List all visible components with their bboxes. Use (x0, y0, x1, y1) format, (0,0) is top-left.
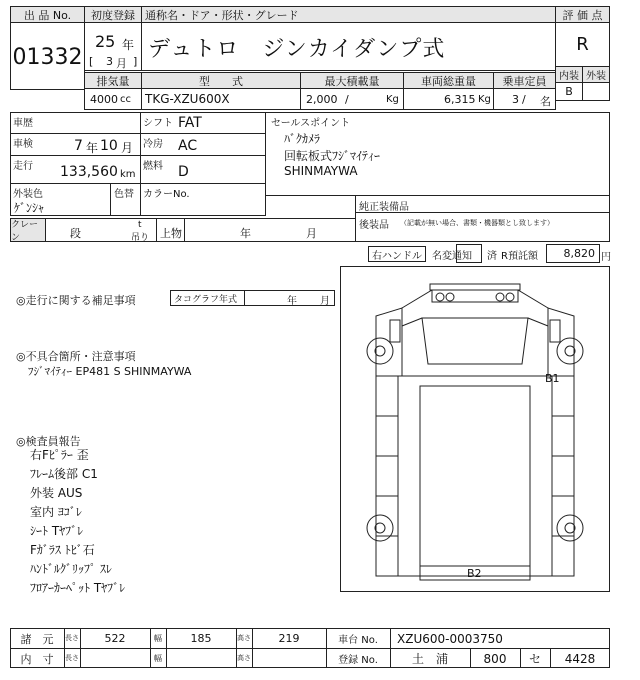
recycle-amount: 8,820 (546, 244, 600, 263)
gross-weight-label: 車両総重量 (403, 72, 494, 89)
registration-area: 土 浦 (411, 652, 448, 666)
defects-line: ﾌｼﾞﾏｲﾃｨｰ EP481 S SHINMAYWA (28, 365, 192, 378)
name-change-label: 名変通知 (432, 251, 472, 262)
inspection-label: 車検 (13, 139, 33, 150)
inspector-line: ﾊﾝﾄﾞﾙｸﾞﾘｯﾌﾟ ｽﾚ (30, 562, 112, 576)
ac-label: 冷房 (143, 139, 163, 150)
crane-ton-unit: t (138, 220, 142, 230)
reg-month-unit: 月 (116, 57, 127, 70)
score-value: R (576, 33, 589, 55)
interior-grade: B (555, 82, 583, 101)
interior-label: 内装 (555, 66, 583, 83)
defects-title: ◎不具合箇所・注意事項 (16, 350, 136, 363)
shift-label: シフト (143, 118, 173, 129)
fuel-label: 燃料 (143, 161, 163, 172)
dims-label: 諸 元 (20, 632, 54, 646)
sales-point-1: ﾊﾞｸｶﾒﾗ (284, 132, 321, 146)
lot-label: 出 品 No. (10, 6, 85, 23)
crane-year: 年 (240, 227, 251, 240)
truck-diagram (340, 266, 610, 592)
history-label: 車歴 (13, 118, 33, 129)
mileage-unit: km (120, 169, 136, 180)
sales-points-label: セールスポイント (271, 118, 351, 129)
color-name: ｹﾞﾝｼｬ (14, 201, 45, 215)
displacement-unit: cc (120, 94, 131, 105)
fuel-value: D (178, 164, 189, 180)
recycle-label: R預託額 (501, 251, 538, 262)
shift-value: FAT (178, 115, 202, 131)
tacho-year: 年 (287, 296, 297, 307)
model-name: デュトロ ジンカイダンプ式 (148, 37, 446, 62)
registration-label: 登録 No. (338, 655, 378, 666)
name-change-box (456, 244, 482, 263)
damage-mark-b1: B1 (545, 372, 560, 385)
color-label: 外装色 (13, 189, 43, 200)
genuine-equipment-label: 純正装備品 (359, 202, 409, 213)
reg-year: 25 (95, 32, 116, 51)
gross-weight-value: 6,315 (444, 93, 476, 106)
aftermarket-label: 後装品 (359, 220, 389, 231)
color-no-label: カラーNo. (143, 189, 190, 200)
inner-height-label: 高さ (237, 654, 251, 662)
crane-upper-label: 上物 (160, 227, 182, 240)
length-label: 長さ (65, 634, 79, 642)
tacho-label: タコグラフ年式 (174, 295, 238, 305)
inspector-line: 室内 ﾖｺﾞﾚ (30, 505, 82, 519)
chassis-label: 車台 No. (338, 635, 378, 646)
ac-value: AC (178, 138, 198, 154)
damage-mark-b2: B2 (467, 567, 482, 580)
recycle-unit: 円 (601, 252, 611, 263)
model-type-label: 型 式 (141, 72, 301, 89)
sales-point-2: 回転板式ﾌｼﾞﾏｲﾃｨｰ (284, 149, 381, 163)
mileage-value: 133,560 (60, 164, 118, 180)
displacement-value: 4000 (90, 93, 118, 106)
reg-month: 3 (106, 55, 113, 68)
max-load-value: 2,000 (306, 93, 338, 106)
name-label: 通称名・ドア・形状・グレード (141, 6, 556, 23)
inspection-year-unit: 年 (86, 141, 99, 155)
width-label: 幅 (154, 634, 162, 643)
inspector-line: 外装 AUS (30, 486, 83, 500)
registration-kana: セ (528, 652, 541, 666)
capacity-value: 3 (512, 93, 519, 106)
exterior-grade (582, 82, 610, 101)
height-value: 219 (278, 632, 300, 645)
height-label: 高さ (237, 634, 251, 642)
reg-label: 初度登録 (84, 6, 142, 23)
crane-step: 段 (70, 227, 81, 240)
score-label: 評 価 点 (555, 6, 610, 23)
model-code: TKG-XZU600X (141, 88, 301, 110)
capacity-unit: 名 (540, 95, 551, 108)
inner-width-label: 幅 (154, 654, 162, 663)
inspection-month-unit: 月 (121, 141, 134, 155)
inner-dims-label: 内 寸 (20, 652, 54, 666)
crane-row (10, 218, 356, 242)
inspector-line: ｼｰﾄ Tﾔﾌﾞﾚ (30, 524, 84, 538)
chassis-number: XZU600-0003750 (397, 631, 503, 646)
displacement-label: 排気量 (84, 72, 142, 89)
capacity-label: 乗車定員 (493, 72, 556, 89)
color-change-label: 色替 (114, 189, 134, 200)
details-box (10, 112, 266, 216)
tacho-month: 月 (320, 296, 330, 307)
registration-number: 4428 (564, 651, 596, 666)
inspector-line: ﾌﾛｱｰｶｰﾍﾟｯﾄ Tﾔﾌﾞﾚ (30, 581, 126, 595)
mileage-label: 走行 (13, 161, 33, 172)
max-load-unit: Kg (386, 94, 399, 105)
aftermarket-note: （記載が無い場合、書類・機器類とし致します） (400, 219, 554, 227)
inner-length-label: 長さ (65, 654, 79, 662)
crane-hang: 吊り (131, 233, 150, 243)
inspector-list (30, 446, 125, 598)
inspector-line: Fｶﾞﾗｽ ﾄﾋﾞ石 (30, 543, 95, 557)
length-value: 522 (104, 632, 126, 645)
exterior-label: 外装 (582, 66, 610, 83)
max-load-label: 最大積載量 (300, 72, 404, 89)
inspector-line: ﾌﾚｰﾑ後部 C1 (30, 467, 98, 481)
gross-weight-unit: Kg (478, 94, 491, 105)
recycle-prefix: 済 (487, 251, 497, 262)
sales-point-3: SHINMAYWA (284, 164, 358, 178)
reg-year-unit: 年 (122, 38, 135, 52)
inspector-title: ◎検査員報告 (16, 435, 81, 448)
lot-number: 01332 (12, 44, 83, 70)
crane-label: クレーン (11, 219, 45, 241)
inspection-month: 10 (100, 138, 118, 154)
width-value: 185 (190, 632, 212, 645)
right-handle-badge: 右ハンドル (368, 246, 426, 262)
crane-month: 月 (306, 227, 317, 240)
driving-title: ◎走行に関する補足事項 (16, 294, 136, 307)
inspector-line: 右Fﾋﾟﾗｰ 歪 (30, 448, 89, 462)
registration-class: 800 (483, 651, 507, 666)
inspection-year: 7 (74, 138, 83, 154)
